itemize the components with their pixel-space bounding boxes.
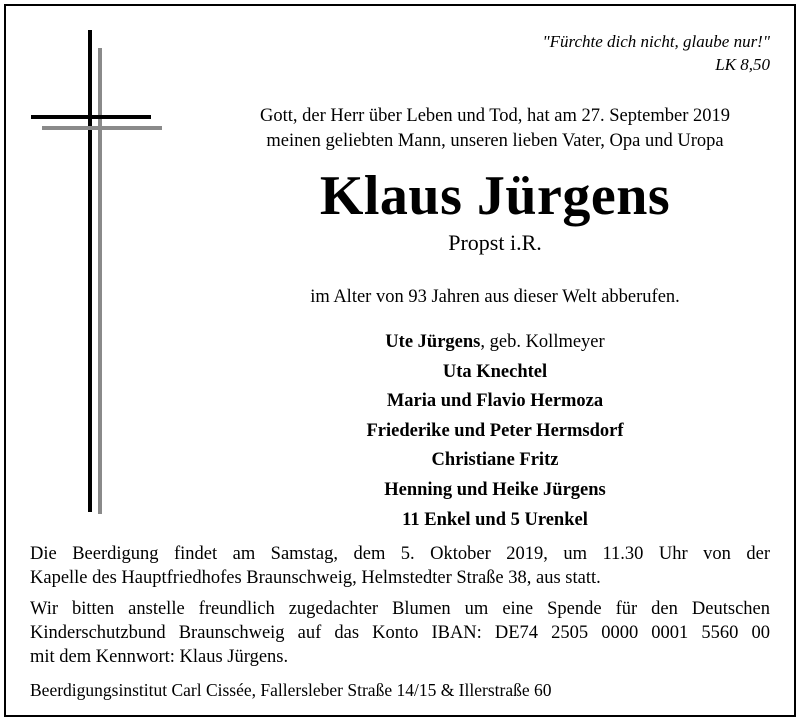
deceased-title: Propst i.R. [448, 230, 542, 255]
mourners-list [200, 328, 790, 535]
mourner-row [200, 417, 790, 447]
mourner-row [200, 358, 790, 388]
intro-line-1: Gott, der Herr über Leben und Tod, hat am 27. September 2019 [260, 106, 730, 126]
cross-vertical-black [88, 30, 92, 512]
deceased-name: Klaus Jürgens [319, 165, 671, 227]
mourner-name: Henning und Heike Jürgens [384, 479, 606, 500]
mourner-row [200, 387, 790, 417]
bible-quote [542, 30, 770, 76]
mourner-name: Christiane Fritz [431, 450, 559, 471]
quote-text: "Fürchte dich nicht, glaube nur!" [542, 32, 770, 51]
mourner-note: , geb. Kollmeyer [480, 332, 605, 352]
funeral-line-1: Die Beerdigung findet am Samstag, dem 5. Oktober 2019, um 11.30 Uhr von der [30, 544, 770, 564]
mourner-name: Friederike und Peter Hermsdorf [366, 420, 624, 441]
mourner-row [200, 506, 790, 536]
donation-line-1: Wir bitten anstelle freundlich zugedachter Blumen um eine Spende für den Deutschen [30, 599, 770, 619]
mourner-row [200, 328, 790, 358]
cross-horizontal-gray [42, 126, 162, 130]
quote-reference: LK 8,50 [715, 55, 770, 74]
funeral-paragraph [30, 542, 770, 590]
mourner-name: 11 Enkel und 5 Urenkel [402, 509, 588, 530]
donation-paragraph [30, 597, 770, 669]
mourner-row [200, 446, 790, 476]
called-away-text: im Alter von 93 Jahren aus dieser Welt abberufen. [310, 287, 680, 307]
mourner-row [200, 476, 790, 506]
mourner-name: Ute Jürgens [385, 332, 481, 352]
funeral-line-2: Kapelle des Hauptfriedhofes Braunschweig, Helmstedter Straße 38, aus statt. [30, 568, 601, 588]
cross-horizontal-black [31, 115, 151, 119]
donation-line-3: mit dem Kennwort: Klaus Jürgens. [30, 647, 289, 667]
donation-line-2: Kinderschutzbund Braunschweig auf das Konto IBAN: DE74 2505 0000 0001 5560 00 [30, 623, 770, 643]
intro-line-2: meinen geliebten Mann, unseren lieben Vater, Opa und Uropa [266, 131, 724, 151]
mourner-name: Maria und Flavio Hermoza [386, 391, 604, 412]
announcement-intro [200, 104, 790, 154]
undertaker-info: Beerdigungsinstitut Carl Cissée, Fallersleber Straße 14/15 & Illerstraße 60 [30, 680, 552, 700]
mourner-name: Uta Knechtel [442, 361, 548, 382]
